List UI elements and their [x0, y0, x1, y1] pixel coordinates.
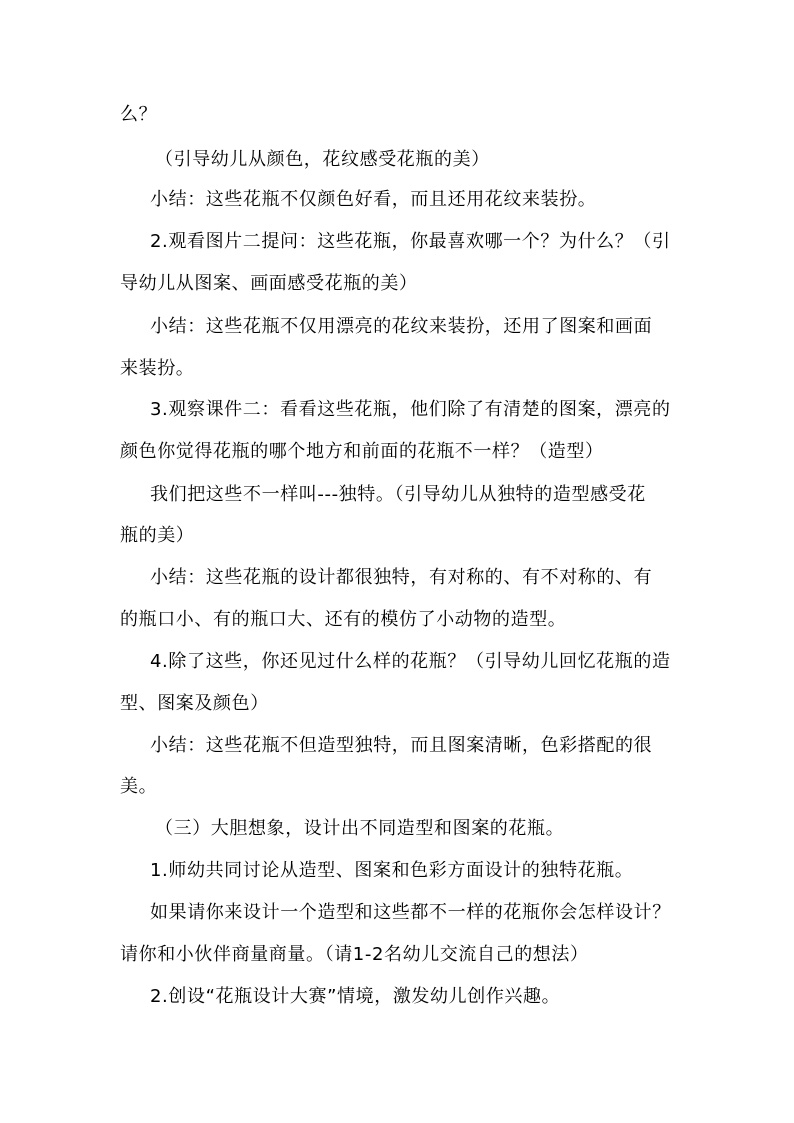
paragraph-line: 么？ [120, 104, 158, 125]
paragraph-line: 小结：这些花瓶的设计都很独特，有对称的、有不对称的、有 [150, 567, 653, 588]
paragraph-line: 导幼儿从图案、画面感受花瓶的美） [120, 273, 418, 294]
paragraph-line: 瓶的美） [120, 525, 195, 546]
paragraph-line: 美。 [120, 776, 158, 797]
paragraph-line: 4.除了这些，你还见过什么样的花瓶？（引导幼儿回忆花瓶的造 [150, 651, 671, 672]
paragraph-line: 2.创设“花瓶设计大赛”情境，激发幼儿创作兴趣。 [150, 986, 561, 1007]
paragraph-line: 小结：这些花瓶不仅颜色好看，而且还用花纹来装扮。 [150, 189, 597, 210]
paragraph-line: 颜色你觉得花瓶的哪个地方和前面的花瓶不一样？（造型） [120, 441, 604, 462]
paragraph-line: 我们把这些不一样叫---独特。（引导幼儿从独特的造型感受花 [150, 484, 646, 505]
paragraph-line: （三）大胆想象，设计出不同造型和图案的花瓶。 [155, 818, 565, 839]
paragraph-line: 小结：这些花瓶不仅用漂亮的花纹来装扮，还用了图案和画面 [150, 316, 653, 337]
paragraph-line: 1.师幼共同讨论从造型、图案和色彩方面设计的独特花瓶。 [150, 860, 634, 881]
paragraph-line: （引导幼儿从颜色，花纹感受花瓶的美） [155, 149, 490, 170]
paragraph-line: 小结：这些花瓶不但造型独特，而且图案清晰，色彩搭配的很 [150, 735, 653, 756]
paragraph-line: 来装扮。 [120, 358, 195, 379]
paragraph-line: 型、图案及颜色） [120, 693, 269, 714]
paragraph-line: 2.观看图片二提问：这些花瓶，你最喜欢哪一个？为什么？（引 [150, 231, 671, 252]
paragraph-line: 请你和小伙伴商量商量。（请1-2名幼儿交流自己的想法） [120, 944, 589, 965]
paragraph-line: 如果请你来设计一个造型和这些都不一样的花瓶你会怎样设计？ [150, 902, 671, 923]
paragraph-line: 的瓶口小、有的瓶口大、还有的模仿了小动物的造型。 [120, 609, 567, 630]
paragraph-line: 3.观察课件二：看看这些花瓶，他们除了有清楚的图案，漂亮的 [150, 399, 671, 420]
